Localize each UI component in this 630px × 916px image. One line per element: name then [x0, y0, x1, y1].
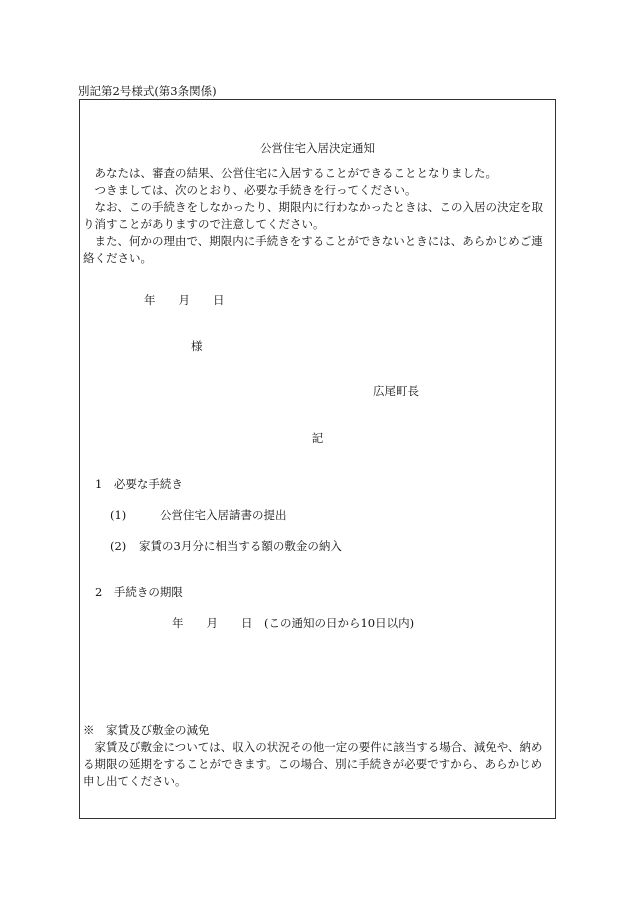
deadline-line: 年 月 日 (この通知の日から10日以内) — [172, 616, 415, 630]
item-1-text: 公営住宅入居請書の提出 — [160, 508, 287, 522]
paragraph-3: なお、この手続きをしなかったり、期限内に行わなかったときは、この入居の決定を取り消すことがありますので注意してください。 — [83, 200, 543, 231]
issuer-name: 広尾町長 — [373, 384, 419, 398]
notice-title: 公営住宅入居決定通知 — [260, 141, 375, 155]
addressee-label: 様 — [191, 339, 203, 353]
item-2-text: 家賃の3月分に相当する額の敷金の納入 — [139, 539, 342, 553]
section-2-heading: 2 手続きの期限 — [95, 585, 183, 599]
item-1-number: (1) — [110, 508, 127, 522]
paragraph-2: つきましては、次のとおり、必要な手続きを行ってください。 — [94, 183, 417, 197]
notice-frame — [79, 99, 556, 819]
paragraph-4: また、何かの理由で、期限内に手続きをすることができないときには、あらかじめご連絡ください。 — [83, 234, 543, 265]
note-heading: ※ 家賃及び敷金の減免 — [83, 723, 210, 737]
section-1-heading: 1 必要な手続き — [95, 477, 183, 491]
ki-label: 記 — [311, 431, 324, 445]
notice-date: 年 月 日 — [144, 293, 225, 307]
paragraph-1: あなたは、審査の結果、公営住宅に入居することができることとなりました。 — [94, 166, 497, 180]
form-label: 別記第2号様式(第3条関係) — [78, 84, 217, 98]
note-text: 家賃及び敷金については、収入の状況その他一定の要件に該当する場合、減免や、納める期限の延期をすることができます。この場合、別に手続きが必要ですから、あらかじめ申し出てください。 — [83, 740, 543, 788]
item-2-number: (2) — [110, 539, 127, 553]
